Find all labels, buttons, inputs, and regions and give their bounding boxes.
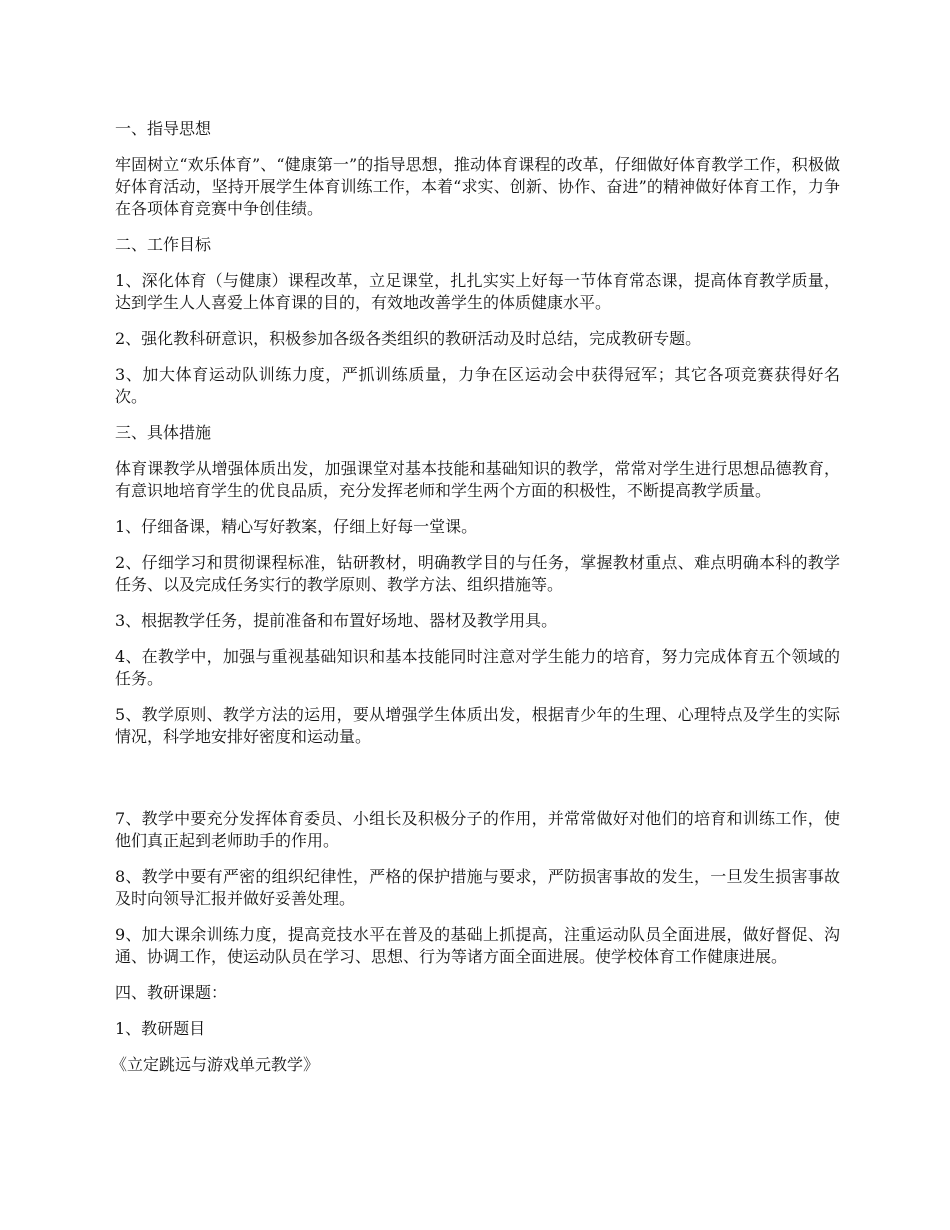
- paragraph-measure-4: 4、在教学中，加强与重视基础知识和基本技能同时注意对学生能力的培育，努力完成体育五个领域的任务。: [115, 647, 840, 688]
- paragraph-measure-9: 9、加大课余训练力度，提高竞技水平在普及的基础上抓提高，注重运动队员全面进展，做好督促、沟通、协调工作，使运动队员在学习、思想、行为等诸方面全面进展。使学校体育工作健康进展。: [115, 925, 840, 966]
- paragraph-measure-3: 3、根据教学任务，提前准备和布置好场地、器材及教学用具。: [115, 611, 558, 630]
- paragraph-goal-1: 1、深化体育（与健康）课程改革，立足课堂，扎扎实实上好每一节体育常态课，提高体育教学质量，达到学生人人喜爱上体育课的目的，有效地改善学生的体质健康水平。: [115, 271, 840, 312]
- paragraph-measure-7: 7、教学中要充分发挥体育委员、小组长及积极分子的作用，并常常做好对他们的培育和训练工作，使他们真正起到老师助手的作用。: [115, 809, 840, 850]
- blank-gap: [115, 762, 840, 808]
- paragraph-goal-2: 2、强化教科研意识，积极参加各级各类组织的教研活动及时总结，完成教研专题。: [115, 329, 702, 348]
- section-heading-guiding-ideology: 一、指导思想: [115, 119, 212, 138]
- document-body: [111, 118, 840, 1090]
- research-topic-title: 《立定跳远与游戏单元教学》: [111, 1055, 320, 1074]
- section-heading-research-topic: 四、教研课题：: [115, 983, 228, 1002]
- paragraph-measure-8: 8、教学中要有严密的组织纪律性，严格的保护措施与要求，严防损害事故的发生，一旦发生损害事故及时向领导汇报并做好妥善处理。: [115, 867, 840, 908]
- section-heading-measures: 三、具体措施: [115, 423, 212, 442]
- paragraph-measure-5: 5、教学原则、教学方法的运用，要从增强学生体质出发，根据青少年的生理、心理特点及学生的实际情况，科学地安排好密度和运动量。: [115, 705, 840, 746]
- paragraph-measure-1: 1、仔细备课，精心写好教案，仔细上好每一堂课。: [115, 517, 478, 536]
- paragraph-goal-3: 3、加大体育运动队训练力度，严抓训练质量，力争在区运动会中获得冠军；其它各项竞赛获得好名次。: [115, 365, 840, 406]
- paragraph-research-title-label: 1、教研题目: [115, 1019, 206, 1038]
- section-heading-work-goals: 二、工作目标: [115, 235, 212, 254]
- paragraph-measures-intro: 体育课教学从增强体质出发，加强课堂对基本技能和基础知识的教学，常常对学生进行思想品德教育，有意识地培育学生的优良品质，充分发挥老师和学生两个方面的积极性，不断提高教学质量。: [115, 459, 840, 500]
- paragraph-measure-2: 2、仔细学习和贯彻课程标准，钻研教材，明确教学目的与任务，掌握教材重点、难点明确本科的教学任务、以及完成任务实行的教学原则、教学方法、组织措施等。: [115, 553, 840, 594]
- paragraph-guiding-ideology: 牢固树立“欢乐体育”、“健康第一”的指导思想，推动体育课程的改革，仔细做好体育教学工作，积极做好体育活动，坚持开展学生体育训练工作，本着“求实、创新、协作、奋进”的精神做好体育工作，力争在各项体育竞赛中争创佳绩。: [115, 155, 840, 218]
